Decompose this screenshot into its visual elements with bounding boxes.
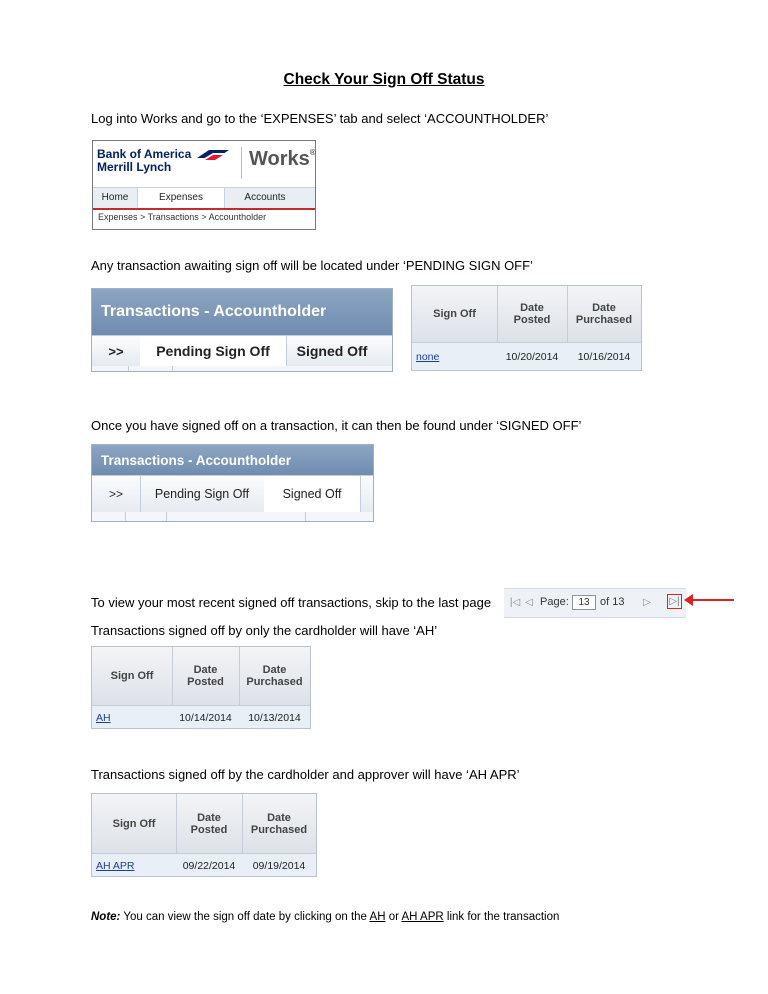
panel-title: Transactions - Accountholder — [101, 303, 327, 320]
nav-tab-home[interactable]: Home — [101, 192, 129, 203]
sign-off-table-ah — [91, 646, 311, 729]
first-page-icon[interactable]: |◁ — [509, 596, 521, 608]
note-text — [91, 911, 559, 923]
footer-divider — [166, 512, 167, 521]
table-row — [412, 342, 641, 371]
col-header-date-purchased — [242, 794, 316, 853]
date-posted-cell: 09/22/2014 — [182, 859, 236, 872]
nav-tab-expenses[interactable]: Expenses — [137, 188, 225, 208]
date-purchased-cell: 10/16/2014 — [577, 351, 631, 363]
col-header-date-purchased-text: Date Purchased — [250, 811, 308, 836]
works-logo-text: Works — [249, 148, 310, 170]
bank-logo-text — [97, 148, 191, 174]
col-header-sign-off: Sign Off — [412, 286, 498, 342]
last-page-icon[interactable]: ▷| — [669, 596, 680, 607]
note-part: or — [385, 911, 402, 923]
footer-divider — [125, 512, 126, 521]
date-posted-cell: 10/14/2014 — [179, 711, 232, 724]
instruction-text: Any transaction awaiting sign off will be located under ‘PENDING SIGN OFF’ — [91, 258, 533, 273]
note-part: link for the transaction — [443, 911, 560, 923]
col-header-date-purchased — [567, 286, 641, 342]
date-purchased-cell: 09/19/2014 — [252, 859, 306, 872]
col-header-date-posted-text: Date Posted — [187, 664, 224, 688]
expand-button[interactable]: >> — [92, 476, 141, 512]
col-header-date-posted — [172, 647, 240, 705]
next-page-icon[interactable]: ▷ — [643, 596, 651, 608]
footer-divider — [172, 366, 173, 371]
table-row — [92, 705, 310, 729]
main-nav — [93, 187, 315, 210]
instruction-text: Transactions signed off by the cardholder and approver will have ‘AH APR’ — [91, 767, 520, 782]
col-header-date-purchased — [239, 647, 310, 705]
table-header — [92, 794, 316, 853]
works-reg-mark: ® — [309, 148, 316, 157]
note-part: You can view the sign off date by clicking on the — [120, 911, 370, 923]
date-purchased-cell: 10/13/2014 — [248, 711, 301, 724]
bank-name-line2: Merrill Lynch — [97, 160, 172, 174]
table-header — [92, 647, 310, 705]
col-header-date-posted-text: Date Posted — [513, 302, 551, 326]
sign-off-table-pending — [411, 285, 642, 371]
col-header-date-purchased-text: Date Purchased — [246, 664, 303, 688]
sign-off-table-ahapr — [91, 793, 317, 877]
works-logo — [249, 148, 316, 171]
date-posted-cell: 10/20/2014 — [505, 351, 559, 363]
flag-logo-icon — [195, 147, 231, 161]
tab-signed-off[interactable]: Signed Off — [296, 343, 368, 359]
expand-button[interactable]: >> — [92, 336, 141, 366]
note-label: Note: — [91, 911, 121, 923]
works-header-screenshot — [92, 140, 316, 230]
transactions-panel-signed — [91, 444, 374, 522]
footer-divider — [305, 512, 306, 521]
table-row — [92, 853, 316, 877]
col-header-date-posted — [497, 286, 568, 342]
instruction-text: Once you have signed off on a transaction, it can then be found under ‘SIGNED OFF’ — [91, 418, 582, 433]
sign-off-link[interactable]: AH — [96, 711, 111, 724]
panel-footer — [92, 512, 373, 521]
col-header-date-posted-text: Date Posted — [190, 811, 228, 836]
panel-header — [92, 445, 373, 475]
prev-page-icon[interactable]: ◁ — [525, 596, 533, 608]
page-count: of 13 — [600, 596, 625, 608]
transactions-panel-pending — [91, 288, 393, 372]
logo-divider — [241, 147, 242, 179]
panel-footer — [92, 366, 392, 371]
col-header-date-posted — [176, 794, 243, 853]
col-header-sign-off: Sign Off — [92, 647, 173, 705]
panel-tabs — [92, 335, 392, 367]
bank-name-line1: Bank of America — [97, 147, 192, 161]
page-number-input[interactable]: 13 — [572, 595, 596, 610]
tab-pending-sign-off[interactable]: Pending Sign Off — [140, 336, 287, 366]
tab-signed-off[interactable]: Signed Off — [264, 476, 361, 512]
nav-tab-accounts[interactable]: Accounts — [244, 192, 286, 203]
page-label: Page: — [540, 596, 569, 608]
note-link-ahapr: AH APR — [401, 911, 444, 923]
instruction-text: Log into Works and go to the ‘EXPENSES’ tab and select ‘ACCOUNTHOLDER’ — [91, 111, 549, 126]
note-link-ah: AH — [369, 911, 386, 923]
footer-divider — [128, 366, 129, 371]
col-header-sign-off: Sign Off — [92, 794, 177, 853]
sign-off-link[interactable]: AH APR — [96, 859, 135, 872]
sign-off-link[interactable]: none — [416, 351, 440, 363]
panel-tabs — [92, 475, 373, 513]
col-header-date-purchased-text: Date Purchased — [575, 302, 633, 326]
table-header — [412, 286, 641, 342]
panel-header — [92, 289, 392, 335]
instruction-text: To view your most recent signed off transactions, skip to the last page — [91, 595, 492, 610]
pager — [504, 588, 686, 618]
logo-area — [93, 141, 315, 187]
pointer-arrow-line — [690, 599, 734, 601]
panel-title: Transactions - Accountholder — [101, 453, 292, 468]
pointer-arrow-icon — [684, 594, 693, 606]
breadcrumb: Expenses > Transactions > Accountholder — [98, 212, 267, 222]
instruction-text: Transactions signed off by only the cardholder will have ‘AH’ — [91, 623, 438, 638]
page-title: Check Your Sign Off Status — [283, 71, 485, 88]
tab-pending-sign-off[interactable]: Pending Sign Off — [140, 476, 265, 512]
